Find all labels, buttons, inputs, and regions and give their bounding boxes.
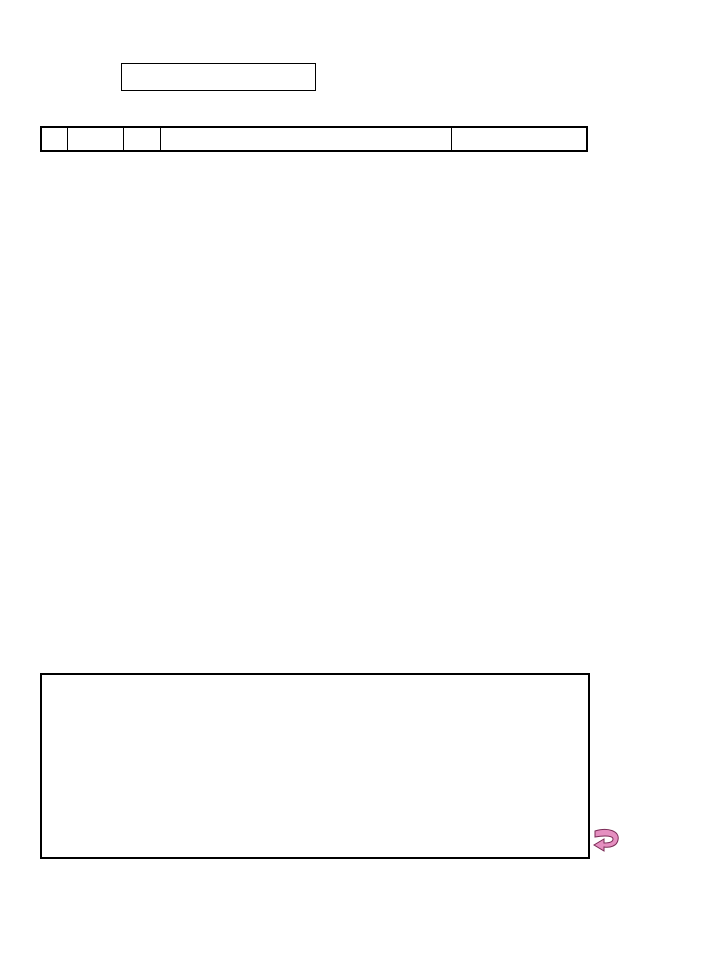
header-day bbox=[123, 127, 160, 151]
header-content bbox=[160, 127, 451, 151]
progress-report-table bbox=[40, 126, 588, 152]
reflection-textbox[interactable] bbox=[40, 673, 590, 859]
header-no bbox=[41, 127, 67, 151]
header-venue bbox=[451, 127, 587, 151]
table-header-row bbox=[41, 127, 587, 151]
department-name-field[interactable] bbox=[121, 63, 316, 91]
curved-return-arrow-icon[interactable] bbox=[592, 825, 622, 855]
header-date bbox=[67, 127, 123, 151]
